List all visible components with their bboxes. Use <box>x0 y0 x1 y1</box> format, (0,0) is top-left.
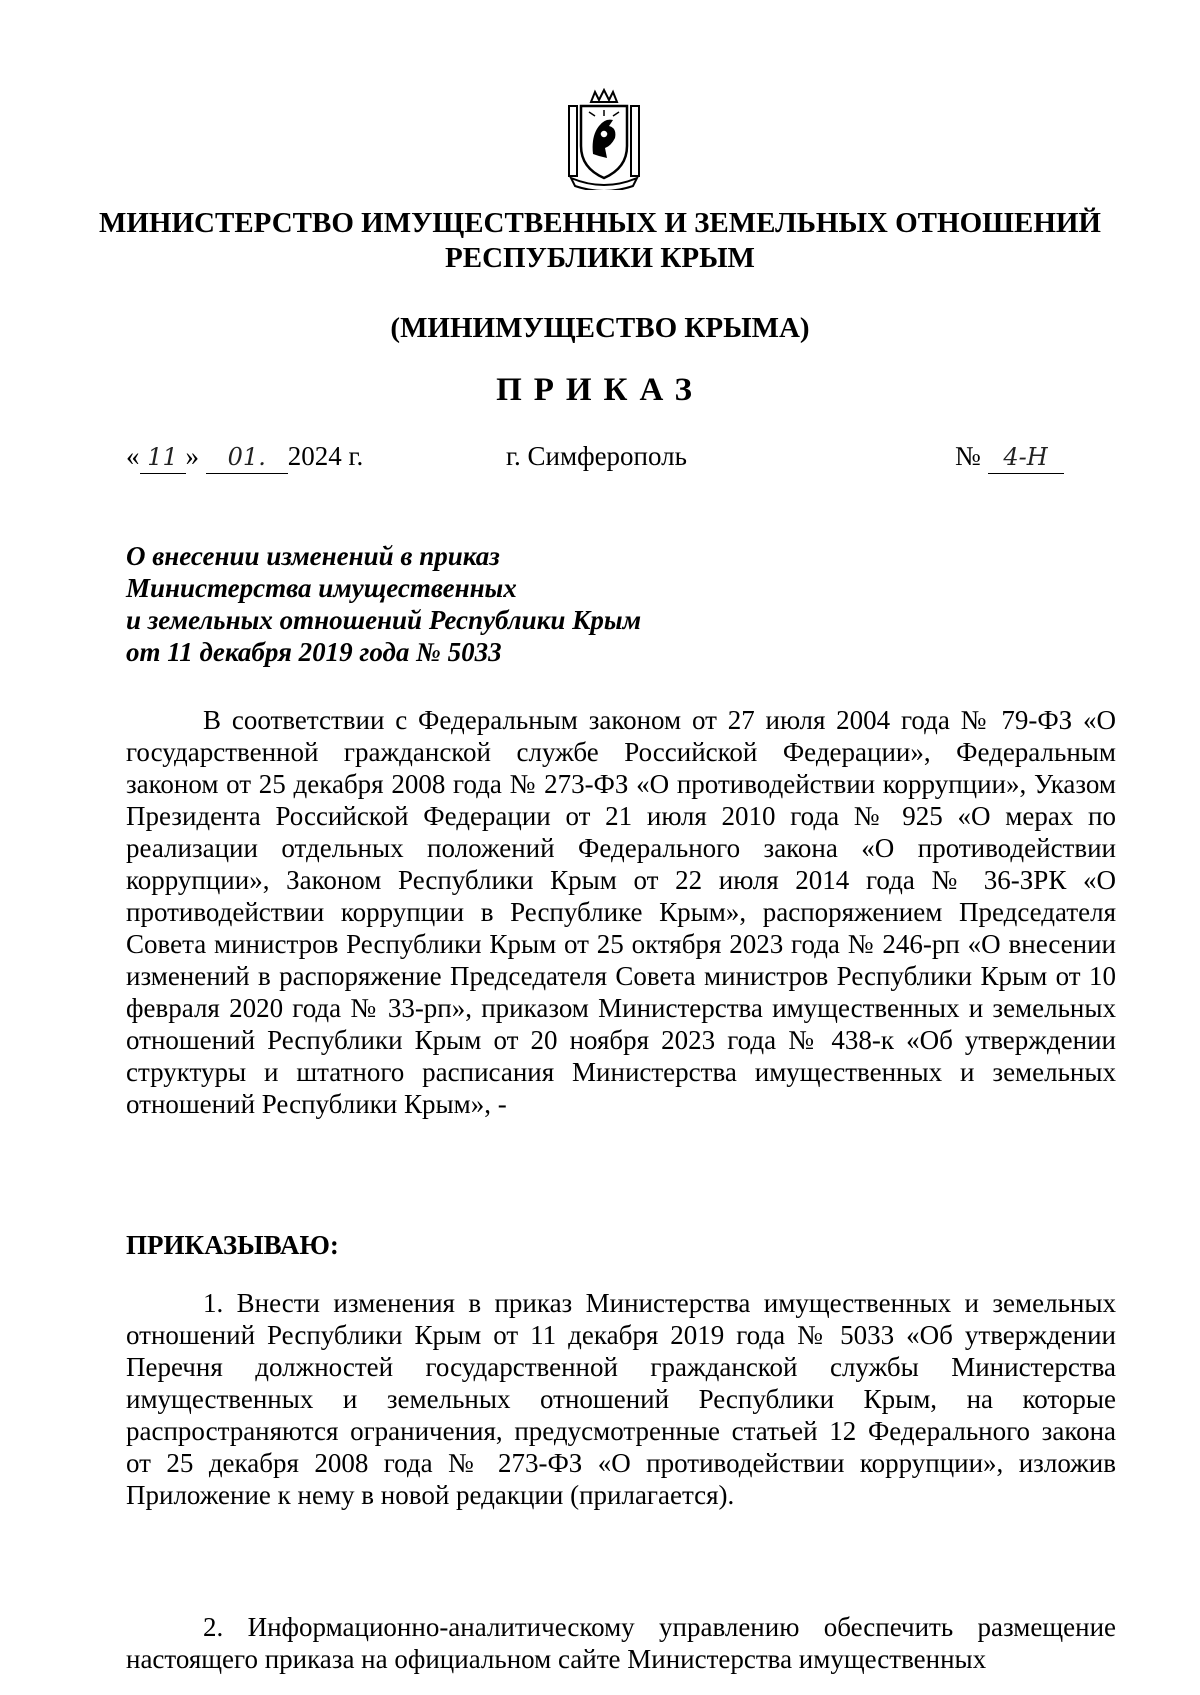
number-value: 4-Н <box>988 441 1064 474</box>
organization-title-line2: РЕСПУБЛИКИ КРЫМ <box>445 242 755 274</box>
document-city: г. Симферополь <box>506 441 687 471</box>
date-day: 11 <box>140 441 186 474</box>
date-open-quote: « <box>126 441 140 471</box>
document-date <box>126 440 363 474</box>
subject-line2: Министерства имущественных <box>126 573 517 603</box>
order-item-1: 1. Внести изменения в приказ Министерства имущественных и земельных отношений Республики Крым от 11 декабря 2019 года № 5033 «Об утверждении Перечня должностей государственной гражданской службы Министерства имущественных и земельных отношений Республики Крым, на которые распространяются ограничения, предусмотренные статьей 12 Федерального закона от 25 декабря 2008 года № 273-ФЗ «О противодействии коррупции», изложив Приложение к нему в новой редакции (прилагается). <box>126 1288 1116 1510</box>
preamble-paragraph: В соответствии с Федеральным законом от 27 июля 2004 года № 79-ФЗ «О государственной гражданской службе Российской Федерации», Федеральным законом от 25 декабря 2008 года № 273-ФЗ «О противодействии коррупции», Указом Президента Российской Федерации от 21 июля 2010 года № 925 «О мерах по реализации отдельных положений Федерального закона «О противодействии коррупции», Законом Республики Крым от 22 июля 2014 года № 36-ЗРК «О противодействии коррупции в Республике Крым», распоряжением Председателя Совета министров Республики Крым от 25 октября 2023 года № 246-рп «О внесении изменений в распоряжение Председателя Совета министров Республики Крым от 10 февраля 2020 года № 33-рп», приказом Министерства имущественных и земельных отношений Республики Крым от 20 ноября 2023 года № 438-к «Об утверждении структуры и штатного расписания Министерства имущественных и земельных отношений Республики Крым», - <box>126 705 1116 1119</box>
subject-line4: от 11 декабря 2019 года № 5033 <box>126 637 502 667</box>
organization-title <box>0 206 1200 276</box>
document-number <box>955 440 1064 474</box>
order-item-2: 2. Информационно-аналитическому управлению обеспечить размещение настоящего приказа на официальном сайте Министерства имущественных <box>126 1612 1116 1674</box>
organization-title-line1: МИНИСТЕРСТВО ИМУЩЕСТВЕННЫХ И ЗЕМЕЛЬНЫХ ОТНОШЕНИЙ <box>98 207 1101 239</box>
order-subject <box>126 540 726 668</box>
date-year: 2024 г. <box>287 441 364 471</box>
coat-of-arms-icon <box>565 88 643 190</box>
document-type-title: ПРИКАЗ <box>496 372 704 408</box>
date-close-quote: » <box>185 441 199 471</box>
organization-short-name: (МИНИМУЩЕСТВО КРЫМА) <box>390 312 810 344</box>
subject-line1: О внесении изменений в приказ <box>126 541 500 571</box>
date-month: 01. <box>206 441 288 474</box>
subject-line3: и земельных отношений Республики Крым <box>126 605 642 635</box>
order-heading: ПРИКАЗЫВАЮ: <box>126 1230 339 1260</box>
number-prefix: № <box>955 441 981 471</box>
